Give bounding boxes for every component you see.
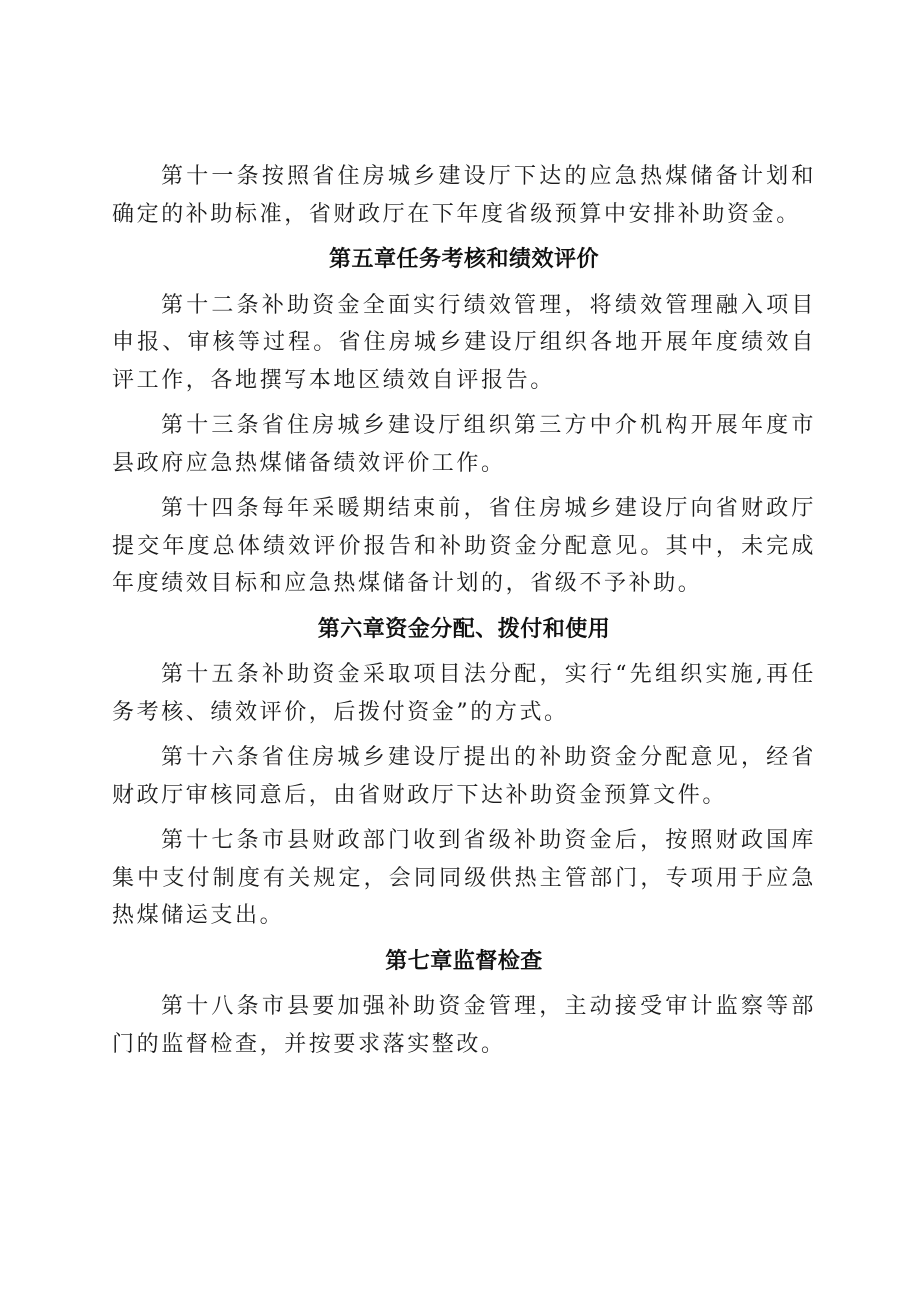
chapter-5-heading: 第五章任务考核和绩效评价 <box>328 247 599 272</box>
chapter-7-heading: 第七章监督检查 <box>385 948 543 974</box>
article-13: 第十三条省住房城乡建设厅组织第三方中介机构开展年度市县政府应急热煤储备绩效评价工作。 <box>112 413 816 476</box>
article-18: 第十八条市县要加强补助资金管理，主动接受审计监察等部门的监督检查，并按要求落实整改。 <box>112 994 816 1057</box>
article-17: 第十七条市县财政部门收到省级补助资金后，按照财政国库集中支付制度有关规定，会同同级供热主管部门，专项用于应急热煤储运支出。 <box>112 828 816 928</box>
chapter-6-heading: 第六章资金分配、拨付和使用 <box>317 616 611 642</box>
document-body <box>112 158 816 1071</box>
article-11: 第十一条按照省住房城乡建设厅下达的应急热煤储备计划和确定的补助标准，省财政厅在下年度省级预算中安排补助资金。 <box>112 164 816 227</box>
article-16: 第十六条省住房城乡建设厅提出的补助资金分配意见，经省财政厅审核同意后，由省财政厅下达补助资金预算文件。 <box>112 745 816 808</box>
article-12: 第十二条补助资金全面实行绩效管理，将绩效管理融入项目申报、审核等过程。省住房城乡建设厅组织各地开展年度绩效自评工作，各地撰写本地区绩效自评报告。 <box>112 292 816 393</box>
article-15: 第十五条补助资金采取项目法分配，实行“先组织实施,再任务考核、绩效评价，后拨付资金”的方式。 <box>112 662 816 725</box>
article-14: 第十四条每年采暖期结束前，省住房城乡建设厅向省财政厅提交年度总体绩效评价报告和补助资金分配意见。其中，未完成年度绩效目标和应急热煤储备计划的，省级不予补助。 <box>112 496 816 596</box>
